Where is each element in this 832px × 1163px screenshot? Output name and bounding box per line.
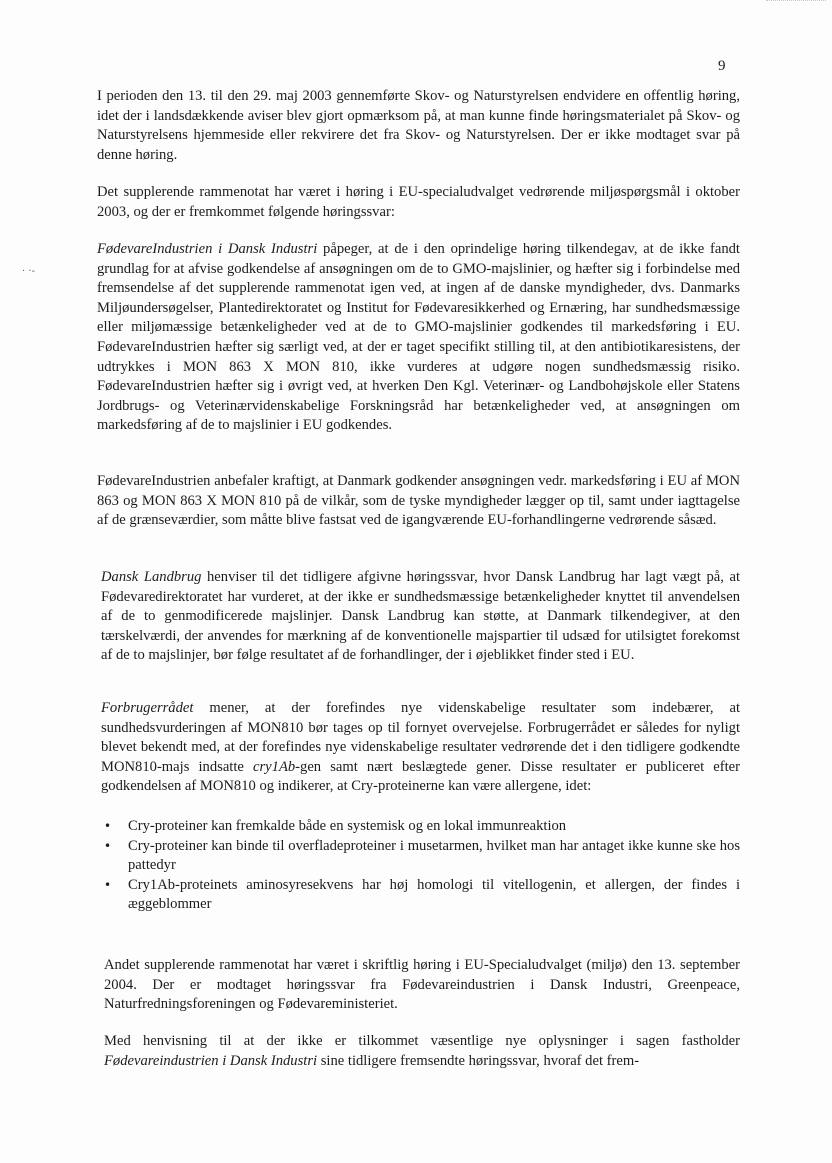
allergen-findings-list <box>104 817 740 915</box>
paragraph-text: sine tidligere fremsendte høringssvar, hvoraf det frem- <box>317 1052 640 1069</box>
margin-mark: · ·- <box>22 266 36 277</box>
gene-name: cry1Ab <box>253 758 296 775</box>
list-item <box>104 876 740 915</box>
list-item <box>104 817 740 837</box>
paragraph-foedevareindustrien <box>97 240 740 436</box>
bullet-icon: • <box>104 877 112 892</box>
page-number: 9 <box>718 58 726 74</box>
paragraph-public-hearing: I perioden den 13. til den 29. maj 2003 gennemførte Skov- og Naturstyrelsen endvidere en offentlig høring, idet der i landsdækkende aviser blev gjort opmærksom på, at man kunne finde høringsmaterialet på Skov- og Naturstyrelsens hjemmeside eller rekvirere det fra Skov- og Naturstyrelsen. Der er ikke modtaget svar på denne høring. <box>97 88 740 163</box>
paragraph-maintained-response <box>104 1032 740 1071</box>
paragraph-text: henviser til det tidligere afgivne høringssvar, hvor Dansk Landbrug har lagt vægt på, at Fødevaredirektoratet har vurderet, at der ikke er sundhedsmæssige betænkeligheder knyttet til anvendelsen af de to genmodificerede majslinjer. Dansk Landbrug kan støtte, at Danmark tilkendegiver, at den tærskelværdi, der anvendes for mærkning af de konventionelle majspartier til udsæd for utilsigtet forekomst af de to majslinjer, bør følge resultatet af de forhandlinger, der i øjeblikket finder sted i EU. <box>101 569 741 664</box>
paragraph-text: -gen samt nært beslægtede gener. Disse resultater er publiceret efter godkendelsen af MON810 og indikerer, at Cry-proteinerne kan være allergene, idet: <box>101 758 740 795</box>
organization-name: Forbrugerrådet <box>101 700 194 716</box>
paragraph-text: Med henvisning til at der ikke er tilkommet væsentlige nye oplysninger i sagen fastholder <box>104 1033 740 1049</box>
scan-artifact <box>766 0 826 3</box>
list-item <box>104 837 740 876</box>
list-item-text: Cry-proteiner kan fremkalde både en systemisk og en lokal immunreaktion <box>128 818 567 834</box>
organization-name: Dansk Landbrug <box>101 569 202 585</box>
list-item-text: Cry-proteiner kan binde til overfladeproteiner i musetarmen, hvilket man har antaget ikke kunne ske hos pattedyr <box>128 837 740 874</box>
organization-name: FødevareIndustrien i Dansk Industri <box>97 241 318 257</box>
bullet-icon: • <box>104 819 112 833</box>
paragraph-text: påpeger, at de i den oprindelige høring tilkendegav, at de ikke fandt grundlag for at afvise godkendelse af ansøgningen om de to GMO-majslinier, og hæfter sig i forbindelse med fremsendelse af det supplerende rammenotat igen ved, at ingen af de danske myndigheder, dvs. Danmarks Miljøundersøgelser, Plantedirektoratet og Institut for Fødevaresikkerhed og Ernæring, har sundhedsmæssige eller miljømæssige betænkeligheder ved at de to GMO-majslinier godkendes til markedsføring i EU. FødevareIndustrien hæfter sig særligt ved, at der er taget specifikt stilling til, at den antibiotikaresistens, der udtrykkes i MON 863 X MON 810, ikke vurderes at udgøre nogen sundhedsmæssig risiko. FødevareIndustrien hæfter sig i øvrigt ved, at hverken Den Kgl. Veterinær- og Landbohøjskole eller Statens Jordbrugs- og Veterinærvidenskabelige Forskningsråd har betænkeligheder ved, at ansøgningen om markedsføring af de to majslinier i EU godkendes. <box>97 241 740 434</box>
paragraph-forbrugerraadet <box>101 699 740 797</box>
paragraph-text: mener, at der forefindes nye videnskabelige resultater som indebærer, at sundhedsvurderingen af MON810 bør tages op til fornyet overvejelse. Forbrugerrådet er således for nyligt blevet bekendt med, at der forefindes nye videnskabelige resultater vedrørende det i den tidligere godkendte MON810-majs indsatte <box>101 700 740 775</box>
paragraph-recommendation: FødevareIndustrien anbefaler kraftigt, at Danmark godkender ansøgningen vedr. markedsføring i EU af MON 863 og MON 863 X MON 810 på de vilkår, som de tyske myndigheder lægger op til, samt under iagttagelse af de grænseværdier, som måtte blive fastsat ved de igangværende EU-forhandlingerne vedrørende såsæd. <box>97 473 740 529</box>
paragraph-dansk-landbrug <box>101 568 740 666</box>
organization-name: Fødevareindustrien i Dansk Industri <box>104 1052 318 1069</box>
bullet-icon: • <box>104 838 112 853</box>
list-item-text: Cry1Ab-proteinets aminosyresekvens har høj homologi til vitellogenin, et allergen, der findes i æggeblommer <box>128 876 740 913</box>
paragraph-supplementary-note: Det supplerende rammenotat har været i høring i EU-specialudvalget vedrørende miljøspørgsmål i oktober 2003, og der er fremkommet følgende høringssvar: <box>97 184 740 220</box>
paragraph-second-supplementary-note: Andet supplerende rammenotat har været i skriftlig høring i EU-Specialudvalget (miljø) den 13. september 2004. Der er modtaget høringssvar fra Fødevareindustrien i Dansk Industri, Greenpeace, Naturfredningsforeningen og Fødevareministeriet. <box>104 957 740 1013</box>
